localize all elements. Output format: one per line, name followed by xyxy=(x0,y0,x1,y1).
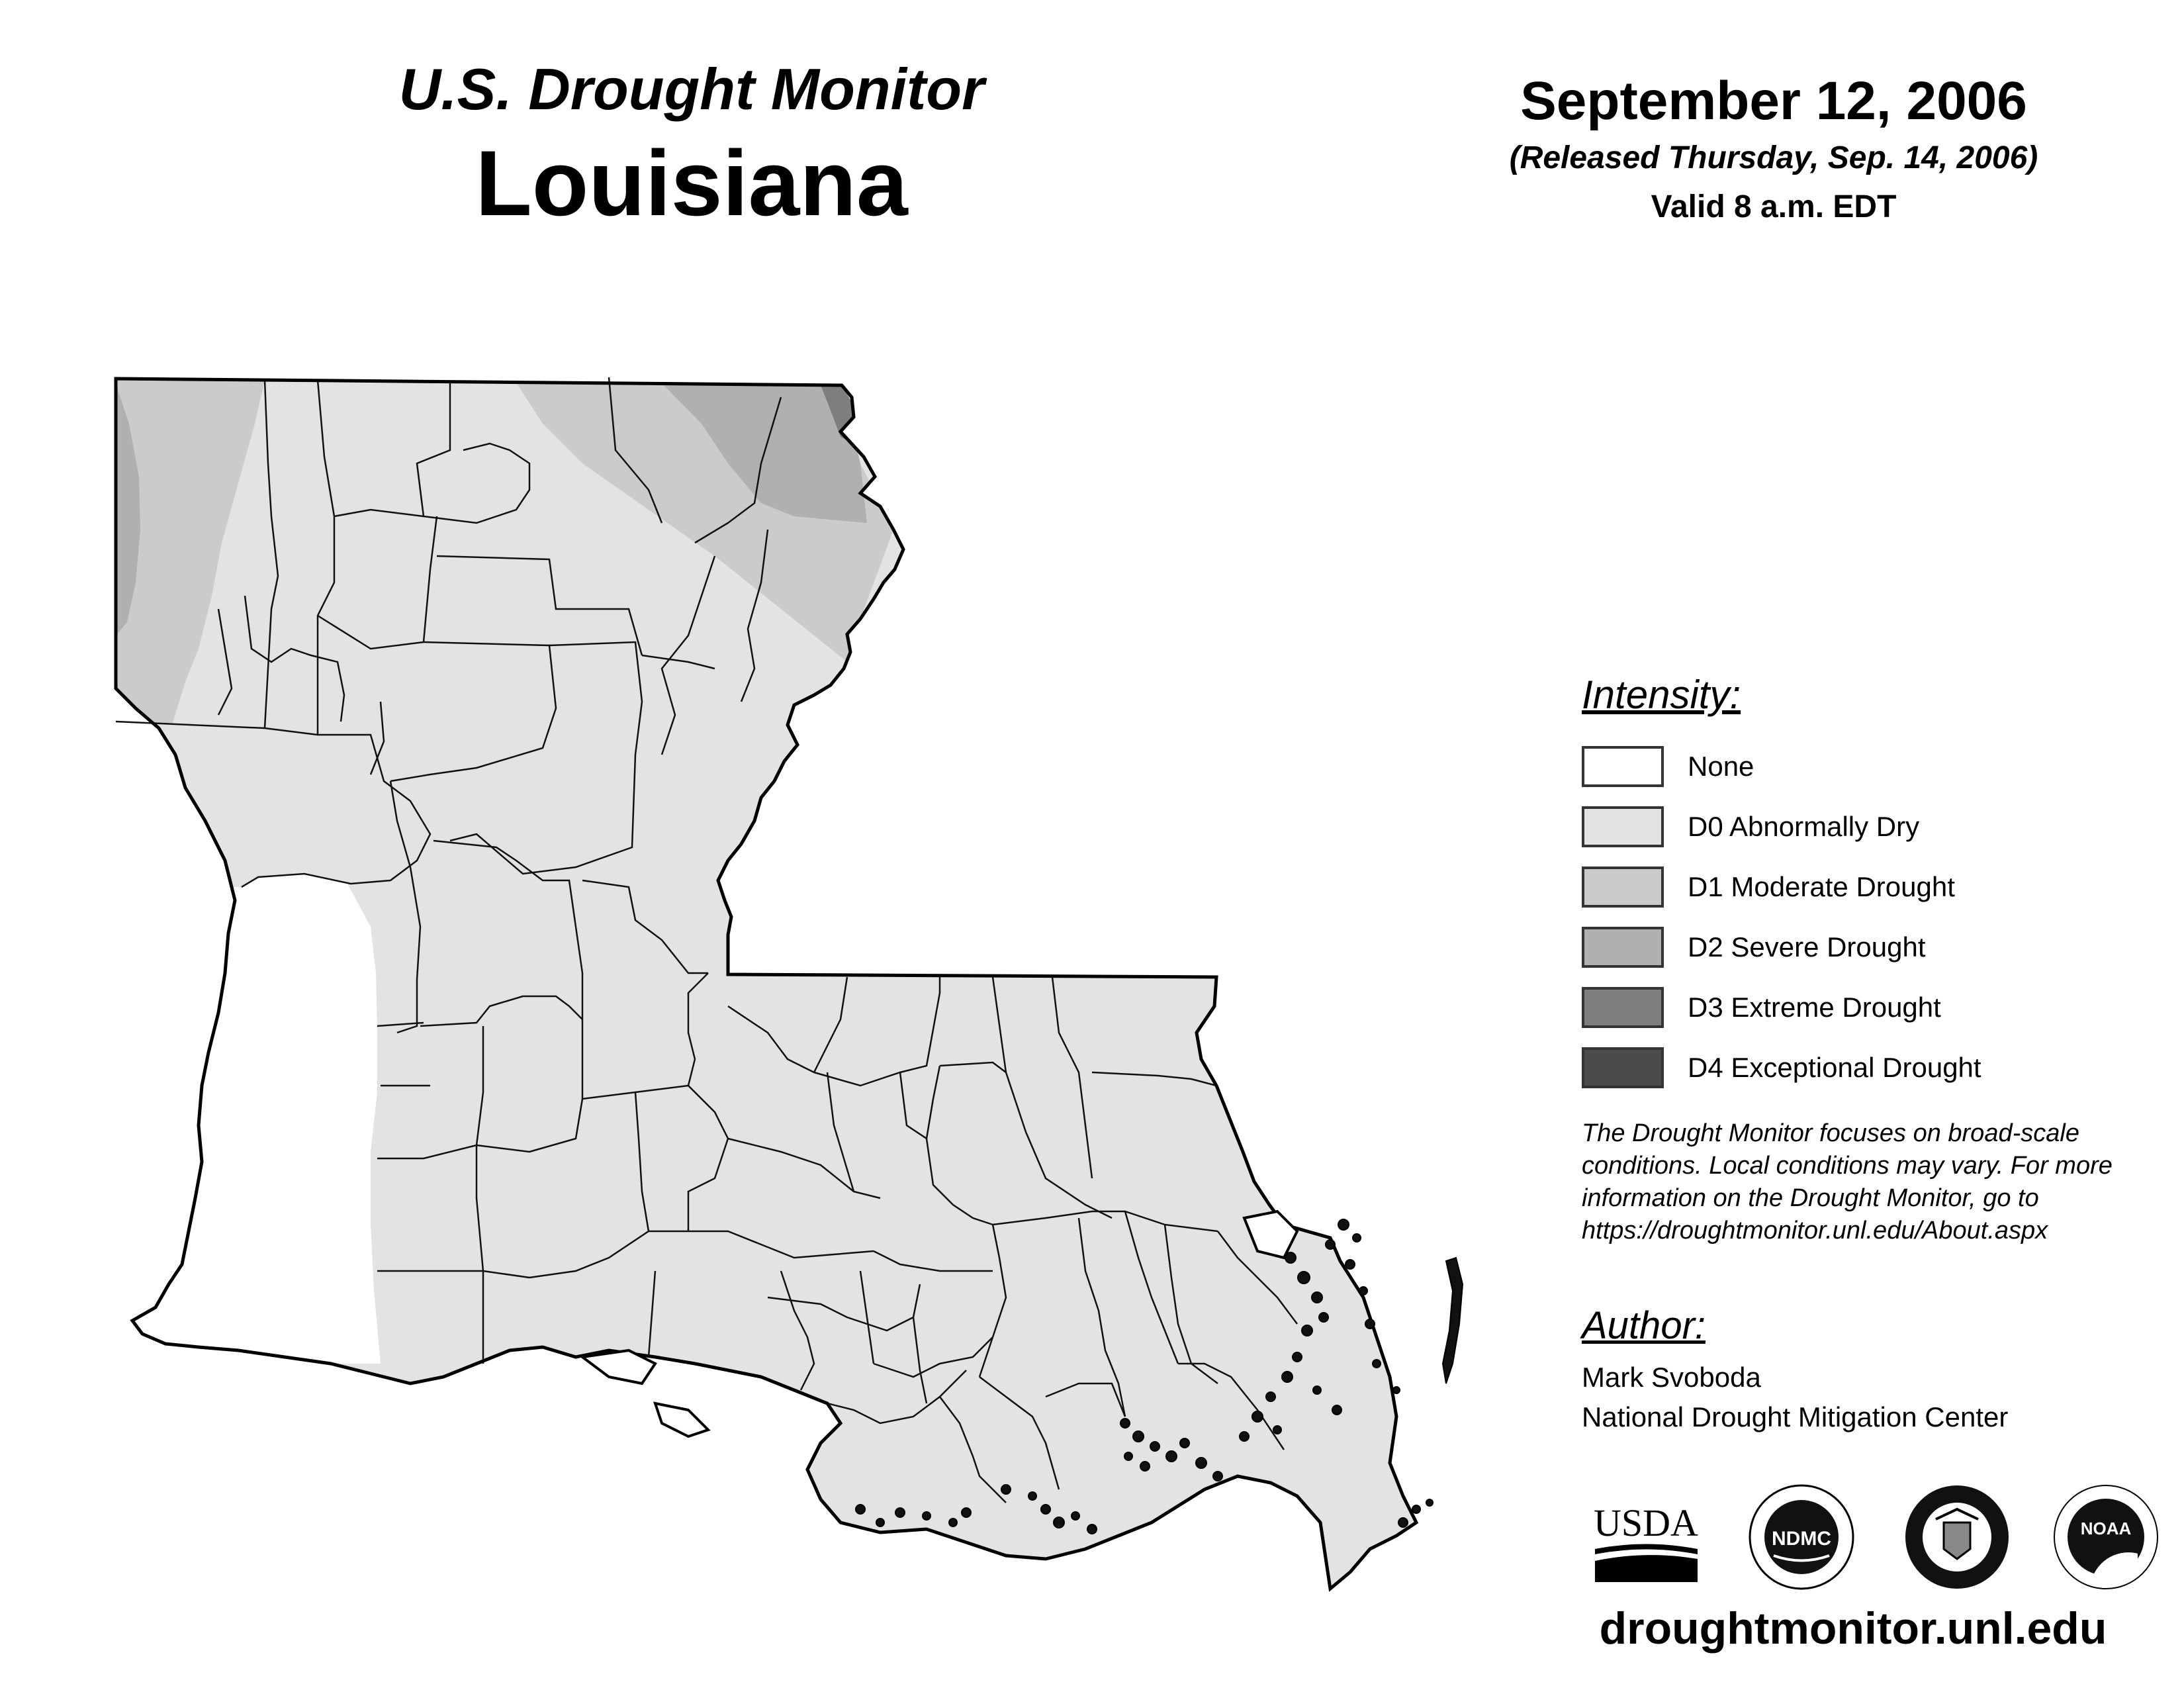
legend-swatch xyxy=(1582,867,1664,908)
commerce-logo xyxy=(1903,1483,2012,1592)
legend-swatch xyxy=(1582,927,1664,968)
legend-swatch xyxy=(1582,1047,1664,1088)
disclaimer-link[interactable]: https://droughtmonitor.unl.edu/About.aspx xyxy=(1582,1217,2048,1244)
legend-label: D4 Exceptional Drought xyxy=(1688,1051,1981,1083)
noaa-logo-text: NOAA xyxy=(2080,1519,2132,1538)
site-url[interactable]: droughtmonitor.unl.edu xyxy=(1599,1603,2107,1654)
legend-item-d3 xyxy=(1582,977,2164,1037)
noaa-logo xyxy=(2052,1483,2161,1592)
disclaimer-line: conditions. Local conditions may vary. For more xyxy=(1582,1152,2113,1180)
legend-label: D1 Moderate Drought xyxy=(1688,870,1955,902)
legend-item-d4 xyxy=(1582,1037,2164,1098)
legend-label: D0 Abnormally Dry xyxy=(1688,810,1920,842)
legend-heading: Intensity: xyxy=(1582,673,1741,717)
none-region-southwest xyxy=(66,874,381,1364)
disclaimer xyxy=(1582,1117,2177,1247)
disclaimer-line: information on the Drought Monitor, go to xyxy=(1582,1184,2039,1212)
author-block xyxy=(1582,1301,2177,1437)
product-title: U.S. Drought Monitor xyxy=(398,56,985,122)
usda-logo-text: USDA xyxy=(1594,1501,1698,1544)
map-date: September 12, 2006 xyxy=(1520,71,2027,131)
author-name: Mark Svoboda xyxy=(1582,1362,1761,1393)
legend-item-d1 xyxy=(1582,857,2164,917)
ndmc-logo xyxy=(1747,1483,1856,1592)
legend-item-d2 xyxy=(1582,917,2164,977)
legend-label: D2 Severe Drought xyxy=(1688,931,1926,962)
legend xyxy=(1582,669,2164,1098)
state-title: Louisiana xyxy=(475,131,908,235)
legend-list xyxy=(1582,736,2164,1098)
legend-swatch xyxy=(1582,806,1664,847)
legend-item-none xyxy=(1582,736,2164,796)
author-organization: National Drought Mitigation Center xyxy=(1582,1401,2009,1432)
legend-item-d0 xyxy=(1582,796,2164,857)
author-heading: Author: xyxy=(1582,1304,1706,1347)
disclaimer-line: The Drought Monitor focuses on broad-scale xyxy=(1582,1119,2079,1147)
valid-time: Valid 8 a.m. EDT xyxy=(1651,189,1897,224)
partner-logos xyxy=(1588,1483,2171,1599)
release-note: (Released Thursday, Sep. 14, 2006) xyxy=(1509,140,2038,175)
usda-logo xyxy=(1588,1483,1704,1592)
legend-label: None xyxy=(1688,750,1754,782)
ndmc-logo-text: NDMC xyxy=(1772,1528,1831,1550)
legend-swatch xyxy=(1582,987,1664,1028)
legend-label: D3 Extreme Drought xyxy=(1688,991,1941,1023)
legend-swatch xyxy=(1582,746,1664,787)
